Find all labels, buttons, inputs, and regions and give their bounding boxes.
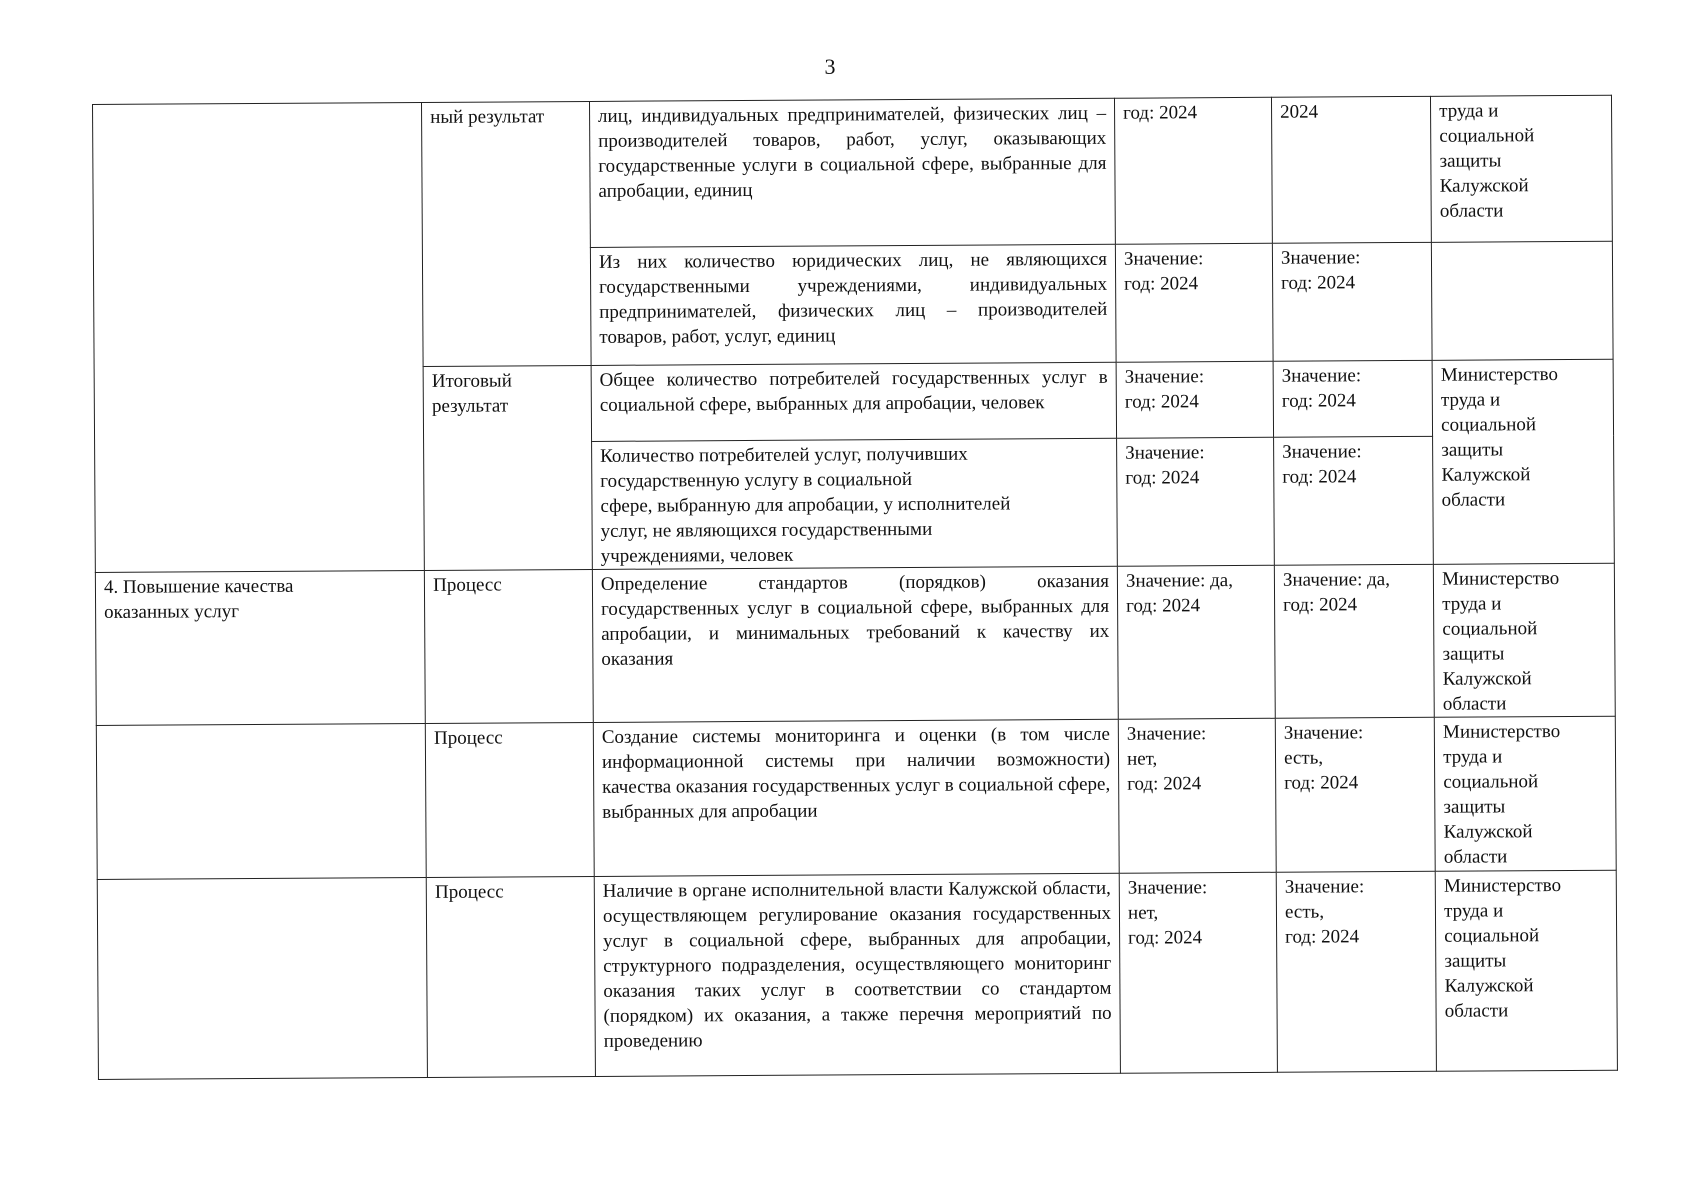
target-value-cell: Значение: год: 2024 bbox=[1272, 242, 1432, 361]
table-row bbox=[97, 870, 1617, 1079]
base-value-cell: Значение: нет, год: 2024 bbox=[1119, 872, 1277, 1073]
base-value-cell: год: 2024 bbox=[1115, 97, 1273, 244]
table-row bbox=[93, 95, 1613, 250]
result-type-cell: Итоговый результат bbox=[423, 365, 592, 570]
target-value-cell: Значение: есть, год: 2024 bbox=[1276, 871, 1436, 1072]
indicator-cell: Количество потребителей услуг, получивших государственную услугу в социальной сфере, выбранную для апробации, у исполнителей услуг, не являющихся государственными учреждениями, человек bbox=[592, 438, 1118, 569]
result-type-cell: Процесс bbox=[424, 569, 593, 723]
task-cell bbox=[93, 102, 425, 572]
indicator-cell: Создание системы мониторинга и оценки (в том числе информационной системы при наличии возможности) качества оказания государственных услуг в социальной сфере, выбранных для апробации bbox=[593, 719, 1119, 876]
result-type-cell: Процесс bbox=[425, 722, 594, 877]
base-value-cell: Значение: год: 2024 bbox=[1116, 361, 1273, 438]
result-type-cell: Процесс bbox=[426, 876, 595, 1077]
task-cell bbox=[97, 877, 427, 1079]
table-row bbox=[95, 563, 1615, 725]
indicator-cell: Общее количество потребителей государственных услуг в социальной сфере, выбранных для апробации, человек bbox=[591, 362, 1117, 441]
target-value-cell: 2024 bbox=[1271, 96, 1431, 243]
base-value-cell: Значение: да, год: 2024 bbox=[1117, 565, 1275, 719]
responsible-cell: Министерство труда и социальной защиты Калужской области bbox=[1432, 359, 1614, 564]
responsible-cell: Министерство труда и социальной защиты Калужской области bbox=[1435, 870, 1617, 1071]
page-number: 3 bbox=[824, 54, 836, 79]
task-cell: 4. Повышение качества оказанных услуг bbox=[95, 570, 425, 725]
base-value-cell: Значение: год: 2024 bbox=[1117, 437, 1275, 566]
responsible-cell: труда и социальной защиты Калужской области bbox=[1431, 95, 1613, 242]
responsible-cell: Министерство труда и социальной защиты Калужской области bbox=[1433, 563, 1615, 717]
responsible-cell: Министерство труда и социальной защиты Калужской области bbox=[1434, 716, 1616, 871]
table-row bbox=[96, 716, 1616, 879]
responsible-cell bbox=[1432, 241, 1614, 360]
indicator-cell: Наличие в органе исполнительной власти Калужской области, осуществляющем регулирование оказания государственных услуг в социальной сфере, выбранных для апробации, структурного подразделения, осуществляющего мониторинг оказания таких услуг в соответствии со стандартом (порядком) их оказания, а также перечня мероприятий по проведению bbox=[594, 873, 1120, 1076]
result-type-cell: ный результат bbox=[422, 101, 591, 366]
target-value-cell: Значение: есть, год: 2024 bbox=[1275, 717, 1435, 872]
target-value-cell: Значение: год: 2024 bbox=[1273, 360, 1433, 437]
task-cell bbox=[96, 723, 426, 879]
indicator-cell: Определение стандартов (порядков) оказания государственных услуг в социальной сфере, выбранных для апробации, и минимальных требований к качеству их оказания bbox=[592, 566, 1118, 722]
base-value-cell: Значение: нет, год: 2024 bbox=[1118, 718, 1276, 873]
base-value-cell: Значение: год: 2024 bbox=[1115, 243, 1273, 362]
target-value-cell: Значение: да, год: 2024 bbox=[1274, 564, 1434, 718]
target-value-cell: Значение: год: 2024 bbox=[1274, 436, 1434, 565]
indicator-cell: Из них количество юридических лиц, не являющихся государственными учреждениями, индивидуальных предпринимателей, физических лиц – производителей товаров, работ, услуг, единиц bbox=[590, 244, 1116, 365]
indicators-table bbox=[92, 95, 1618, 1080]
indicator-cell: лиц, индивидуальных предпринимателей, физических лиц – производителей товаров, работ, услуг, оказывающих государственные услуги в социальной сфере, выбранные для апробации, единиц bbox=[589, 98, 1115, 247]
